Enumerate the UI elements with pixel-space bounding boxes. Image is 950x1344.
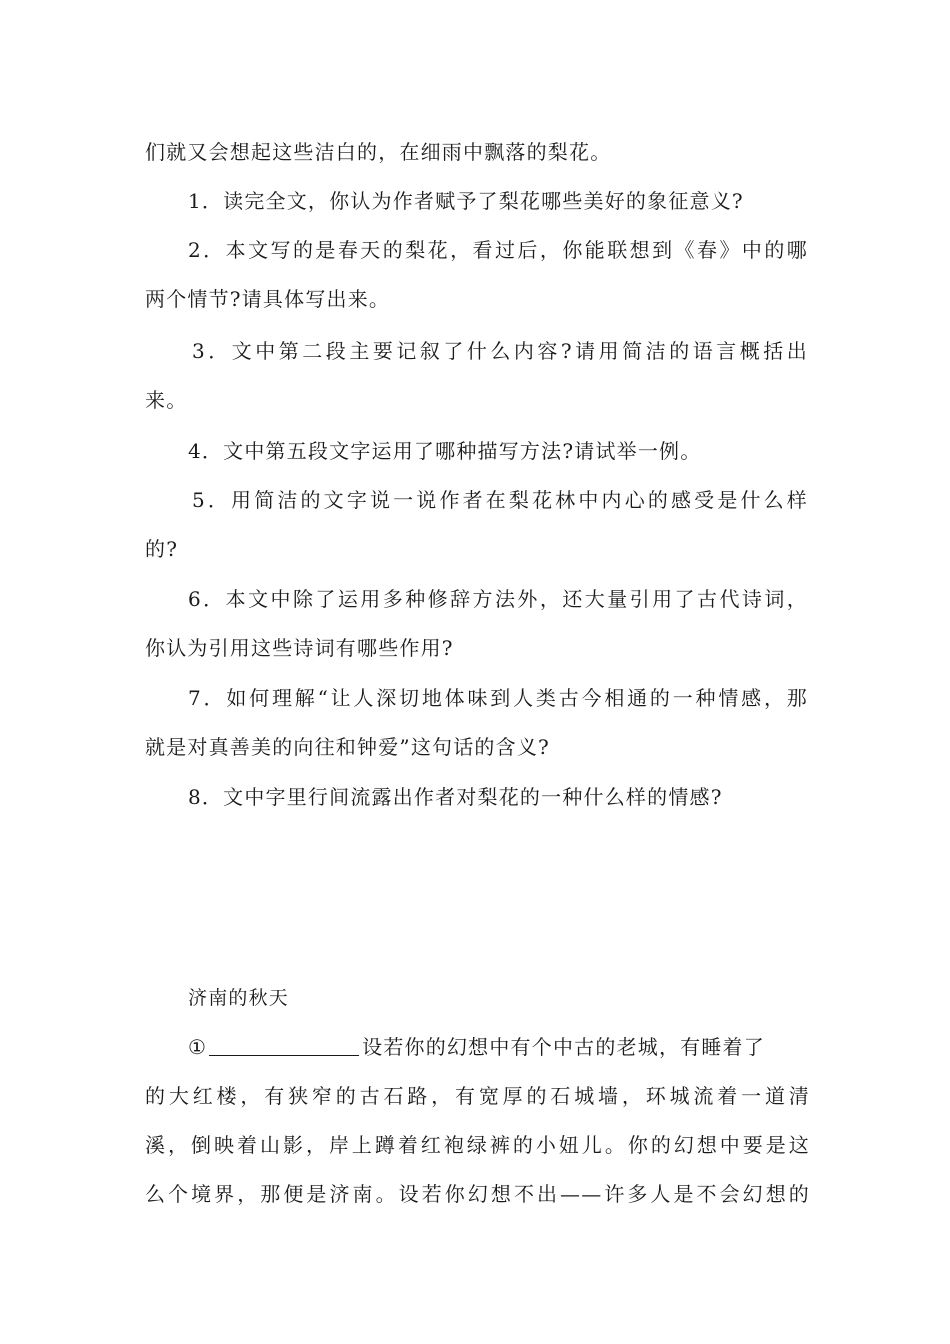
question-1: 1．读完全文，你认为作者赋予了梨花哪些美好的象征意义? — [188, 189, 744, 213]
paragraph-1-line-3: 溪，倒映着山影，岸上蹲着红袍绿裤的小妞儿。你的幻想中要是这 — [145, 1133, 810, 1157]
question-5-line-1: 5．用简洁的文字说一说作者在梨花林中内心的感受是什么样 — [192, 488, 808, 512]
text-line: 们就又会想起这些洁白的，在细雨中飘落的梨花。 — [145, 140, 612, 164]
paragraph-1-line-4: 么个境界，那便是济南。设若你幻想不出——许多人是不会幻想的 — [145, 1182, 810, 1206]
fill-in-blank — [209, 1035, 359, 1056]
paragraph-1-line-1-text: 设若你的幻想中有个中古的老城，有睡着了 — [362, 1035, 765, 1059]
section-title: 济南的秋天 — [188, 987, 290, 1009]
question-7-line-1: 7．如何理解“让人深切地体味到人类古今相通的一种情感，那 — [188, 686, 808, 710]
question-4: 4．文中第五段文字运用了哪种描写方法?请试举一例。 — [188, 439, 702, 463]
question-2-line-2: 两个情节?请具体写出来。 — [145, 287, 391, 311]
question-2-line-1: 2．本文写的是春天的梨花，看过后，你能联想到《春》中的哪 — [188, 238, 808, 262]
paragraph-1-line-2: 的大红楼，有狭窄的古石路，有宽厚的石城墙，环城流着一道清 — [145, 1084, 810, 1108]
paragraph-1-line-1 — [188, 1032, 808, 1062]
question-5-line-2: 的? — [145, 537, 179, 561]
paragraph-marker: ① — [188, 1035, 208, 1059]
question-3-line-1: 3．文中第二段主要记叙了什么内容?请用简洁的语言概括出 — [192, 339, 808, 363]
question-3-line-2: 来。 — [145, 388, 188, 412]
question-6-line-1: 6．本文中除了运用多种修辞方法外，还大量引用了古代诗词， — [188, 587, 808, 611]
question-8: 8．文中字里行间流露出作者对梨花的一种什么样的情感? — [188, 785, 723, 809]
question-6-line-2: 你认为引用这些诗词有哪些作用? — [145, 636, 454, 660]
question-7-line-2: 就是对真善美的向往和钟爱”这句话的含义? — [145, 735, 550, 759]
